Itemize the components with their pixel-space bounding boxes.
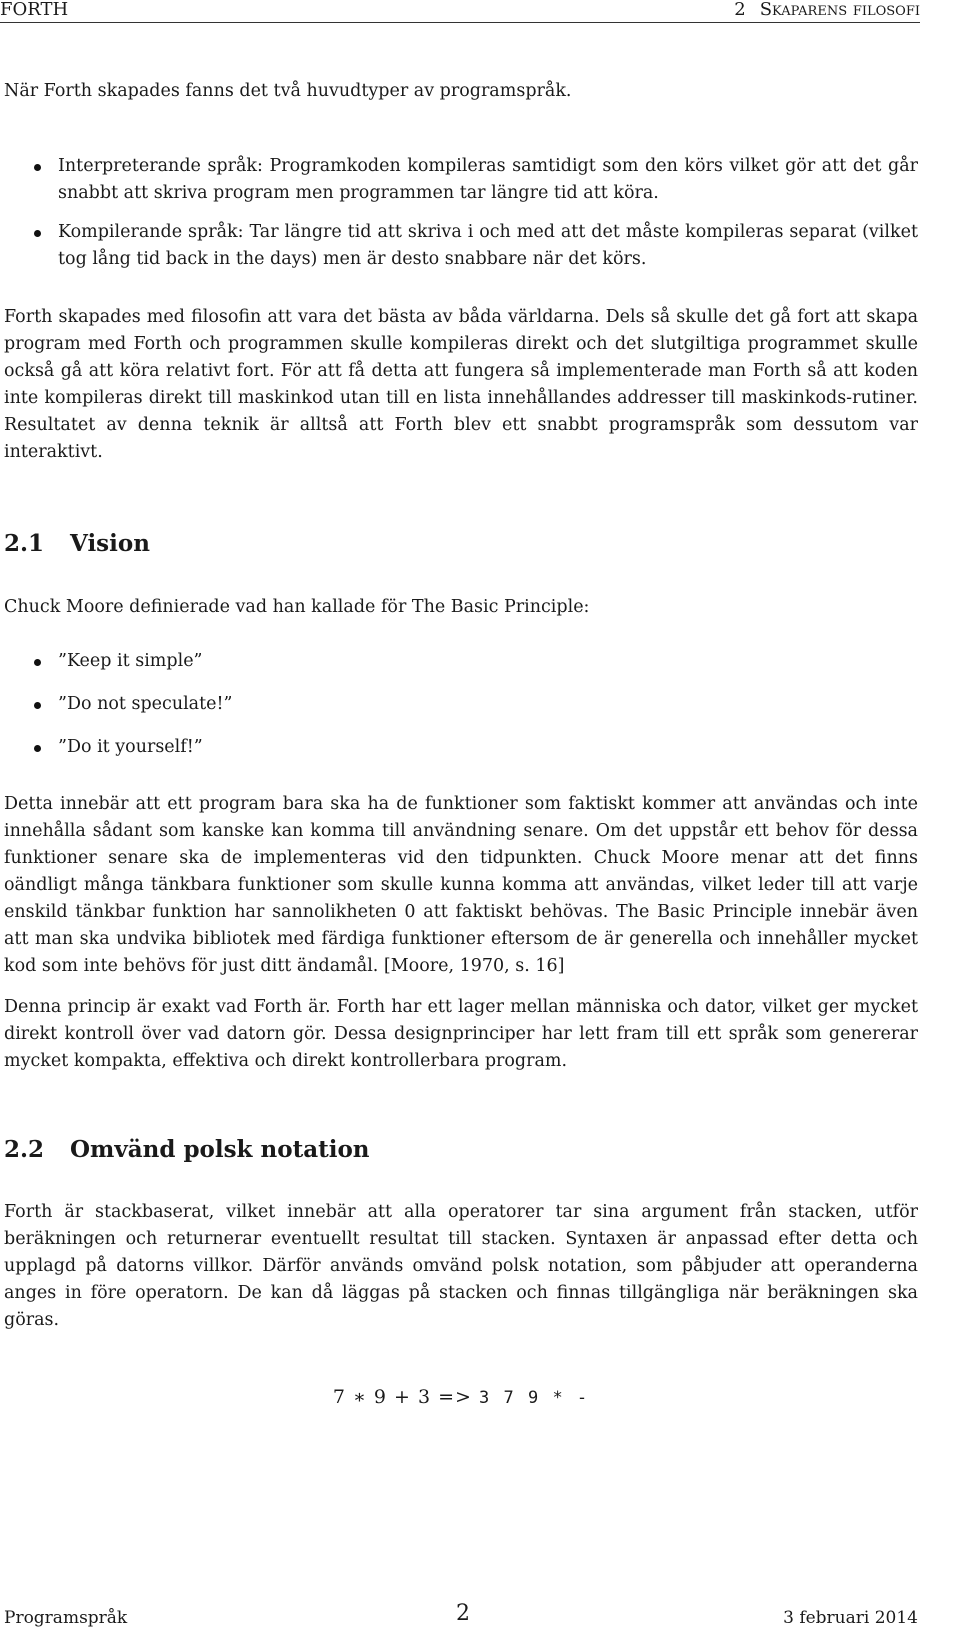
vision-paragraph-2: Denna princip är exakt vad Forth är. Forth har ett lager mellan människa och dator, vilket ger mycket direkt kontroll över vad datorn gör. Dessa designprinciper har lett fram till ett språk som genererar mycket kompakta, effektiva och direkt kontrollerbara program. — [4, 997, 918, 1071]
footer-date: 3 februari 2014 — [783, 1608, 918, 1628]
page-number: 2 — [456, 1601, 470, 1626]
header-title: FORTH — [0, 0, 69, 20]
section-heading-rpn — [4, 1135, 918, 1165]
section-number: 2.2 — [4, 1136, 45, 1163]
bullet-icon — [34, 659, 41, 666]
footer-left: Programspråk — [4, 1608, 128, 1628]
formula-rpn: 3 7 9 * - — [479, 1388, 590, 1408]
header-section-number: 2 — [734, 0, 746, 20]
page-content — [4, 78, 918, 1408]
header-section-title: Skaparens filosofi — [759, 0, 920, 20]
list-item — [4, 219, 918, 273]
list-item — [4, 691, 918, 718]
formula-infix: 7 ∗ 9 + 3 => — [332, 1386, 472, 1408]
principles-list — [4, 648, 918, 761]
list-item-text: Kompilerande språk: Tar längre tid att skriva i och med att det måste kompileras separat (vilket tog lång tid back in the days) men är desto snabbare när det körs. — [58, 222, 918, 269]
language-types-list — [4, 153, 918, 273]
list-item — [4, 734, 918, 761]
bullet-icon — [34, 164, 41, 171]
vision-paragraph-1: Detta innebär att ett program bara ska ha de funktioner som faktiskt kommer att användas och inte innehålla sådant som kanske kan komma till användning senare. Om det uppstår ett behov för dessa funktioner senare ska de implementeras vid den tidpunkten. Chuck Moore menar att det finns oändligt många tänkbara funktioner som skulle kunna komma att användas, vilket leder till att varje enskild tänkbar funktion har sannolikheten 0 att faktiskt behövas. The Basic Principle innebär även att man ska undvika bibliotek med färdiga funktioner eftersom de är generella och innehåller mycket kod som inte behövs för just ditt ändamål. [Moore, 1970, s. 16] — [4, 794, 918, 976]
section-heading-vision — [4, 529, 918, 559]
section-number: 2.1 — [4, 530, 45, 557]
list-item-text: ”Do it yourself!” — [58, 737, 203, 757]
list-item-text: ”Do not speculate!” — [58, 694, 233, 714]
bullet-icon — [34, 745, 41, 752]
header-section — [734, 0, 920, 20]
page-header — [0, 0, 920, 23]
vision-intro: Chuck Moore definierade vad han kallade för The Basic Principle: — [4, 597, 590, 617]
list-item — [4, 153, 918, 207]
philosophy-paragraph: Forth skapades med filosofin att vara det bästa av båda världarna. Dels så skulle det gå fort att skapa program med Forth och programmen skulle kompileras direkt och det slutgiltiga programmet skulle också gå att köra relativt fort. För att få detta att fungera så implementerade man Forth så att koden inte kompileras direkt till maskinkod utan till en lista innehållandes addresser till maskinkods-rutiner. Resultatet av denna teknik är alltså att Forth blev ett snabbt programspråk som dessutom var interaktivt. — [4, 307, 918, 462]
page-footer — [4, 1601, 918, 1630]
list-item-text: Interpreterande språk: Programkoden kompileras samtidigt som den körs vilket gör att det går snabbt att skriva program men programmen tar längre tid att köra. — [58, 156, 918, 203]
rpn-paragraph: Forth är stackbaserat, vilket innebär att alla operatorer tar sina argument från stacken, utför beräkningen och returnerar eventuellt resultat till stacken. Syntaxen är anpassad efter detta och upplagd på datorns villkor. Därför används omvänd polsk notation, som påbjuder att operanderna anges in före operatorn. De kan då läggas på stacken och finnas tillgängliga när beräkningen ska göras. — [4, 1202, 918, 1330]
list-item-text: ”Keep it simple” — [58, 651, 203, 671]
intro-paragraph: När Forth skapades fanns det två huvudtyper av programspråk. — [4, 81, 572, 101]
bullet-icon — [34, 702, 41, 709]
section-title: Vision — [70, 530, 150, 557]
list-item — [4, 648, 918, 675]
rpn-formula — [4, 1386, 918, 1408]
bullet-icon — [34, 230, 41, 237]
section-title: Omvänd polsk notation — [70, 1136, 370, 1163]
